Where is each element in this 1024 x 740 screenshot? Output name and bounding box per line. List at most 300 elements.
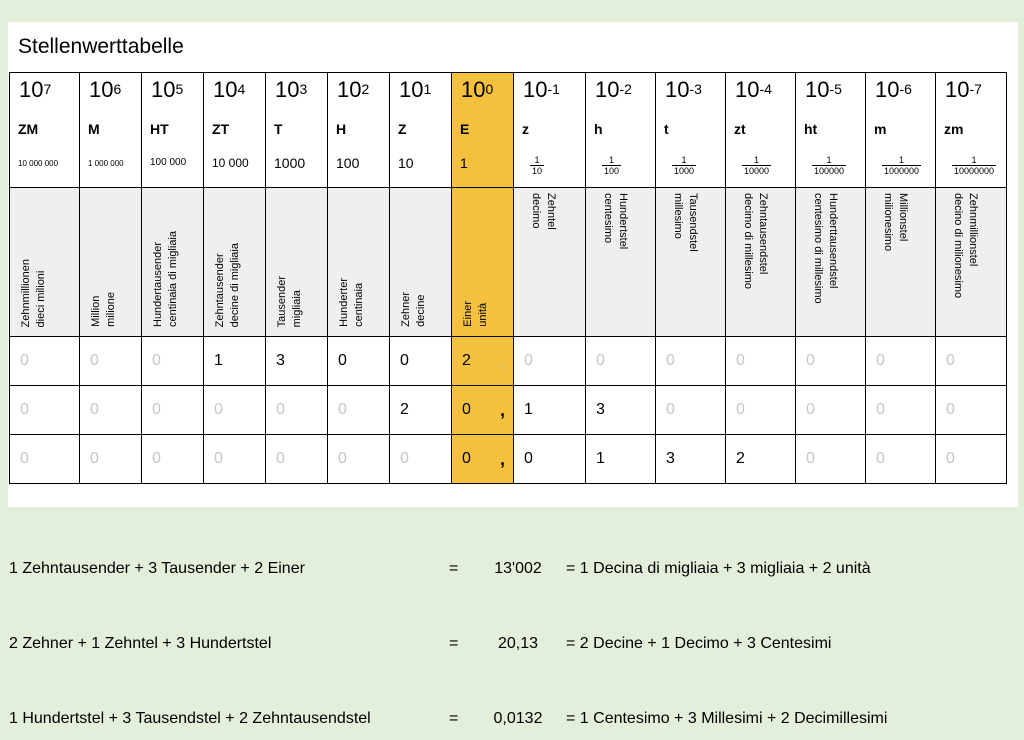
power-cell	[266, 73, 328, 110]
digit: 0	[876, 401, 885, 418]
power-cell	[936, 73, 1007, 110]
power-base: 10	[805, 77, 830, 102]
equation-german: 1 Hundertstel + 3 Tausendstel + 2 Zehntausendstel	[9, 710, 371, 727]
digit: 0	[596, 352, 605, 369]
digit-cell-content	[656, 352, 725, 370]
power-label	[656, 73, 725, 103]
place-abbreviation: M	[88, 121, 100, 137]
power-label	[726, 73, 795, 103]
name-cell	[796, 188, 866, 337]
power-label	[266, 73, 327, 103]
digit-cell	[586, 386, 656, 435]
digit: 0	[946, 450, 955, 467]
power-cell	[726, 73, 796, 110]
digit-cell-content	[10, 352, 79, 370]
digit-cell	[10, 435, 80, 484]
power-exponent: -5	[829, 81, 842, 97]
digit-cell	[656, 337, 726, 386]
place-name-italian: dieci milioni	[35, 270, 47, 327]
power-base: 10	[875, 77, 900, 102]
power-cell	[796, 73, 866, 110]
power-label	[142, 73, 203, 103]
digit: 1	[596, 450, 605, 467]
power-cell	[514, 73, 586, 110]
digit: 0	[666, 352, 675, 369]
digit-cell	[142, 386, 204, 435]
decimal-comma: ,	[499, 399, 505, 420]
place-abbreviation: ht	[804, 121, 818, 137]
power-cell	[204, 73, 266, 110]
digit: 0	[524, 352, 533, 369]
digit-cell	[328, 337, 390, 386]
place-name-german: Zehntausender	[214, 253, 226, 327]
digit-cell-content	[80, 450, 141, 468]
digit-cell-content	[10, 401, 79, 419]
place-abbreviation: m	[874, 121, 887, 137]
table-row	[10, 386, 1007, 435]
place-abbreviation: z	[522, 121, 529, 137]
name-cell	[10, 188, 80, 337]
equation-number: 13'002	[494, 560, 542, 577]
digit: 0	[806, 401, 815, 418]
abbreviation-cell	[266, 109, 328, 143]
digit-cell	[204, 337, 266, 386]
digit: 0	[276, 450, 285, 467]
digit-cell-content	[656, 401, 725, 419]
power-base: 10	[19, 77, 44, 102]
digit-cell	[142, 337, 204, 386]
place-abbreviation: zm	[944, 121, 964, 137]
equation-german: 2 Zehner + 1 Zehntel + 3 Hundertstel	[9, 635, 272, 652]
digit-cell-content	[204, 401, 265, 419]
name-cell	[726, 188, 796, 337]
digit-cell-content	[266, 401, 327, 419]
place-value: 100	[336, 155, 360, 171]
power-label	[936, 73, 1006, 103]
place-name-german: Zehnmillionstel	[967, 193, 979, 267]
fraction-denominator: 1000000	[884, 166, 920, 176]
fraction-value	[602, 155, 621, 176]
name-cell	[586, 188, 656, 337]
value-cell	[866, 143, 936, 188]
power-label	[866, 73, 935, 103]
digit-cell	[328, 435, 390, 484]
place-name-german: Zehntel	[545, 193, 557, 230]
power-label	[10, 73, 79, 103]
place-value: 100 000	[150, 157, 187, 168]
power-label	[80, 73, 141, 103]
digit-cell	[10, 386, 80, 435]
digit-cell	[80, 386, 142, 435]
name-cell	[204, 188, 266, 337]
place-name-german: Hunderter	[338, 278, 350, 327]
name-cell	[266, 188, 328, 337]
digit-cell	[936, 337, 1007, 386]
value-cell	[80, 143, 142, 188]
digit: 0	[946, 352, 955, 369]
place-abbreviation: HT	[150, 121, 169, 137]
digit: 1	[524, 401, 533, 418]
digit: 0	[736, 352, 745, 369]
name-cell	[452, 188, 514, 337]
digit-cell	[452, 337, 514, 386]
digit: 0	[20, 352, 29, 369]
digit-cell-content	[142, 401, 203, 419]
place-value: 1	[460, 155, 468, 171]
abbreviation-cell	[586, 109, 656, 143]
abbreviation-cell	[80, 109, 142, 143]
digit: 2	[736, 450, 745, 467]
digit-cell-content	[390, 352, 451, 370]
fraction-value	[672, 155, 696, 176]
place-abbreviation: t	[664, 121, 669, 137]
equation-equals: =	[449, 635, 459, 652]
decimal-comma: ,	[499, 350, 505, 371]
digit-cell-content	[266, 352, 327, 370]
digit-cell	[80, 337, 142, 386]
place-name-german: Zehntausendstel	[757, 193, 769, 275]
table-row	[10, 435, 1007, 484]
digit-cell	[266, 337, 328, 386]
place-value: 1000	[274, 155, 306, 171]
place-name-italian: millesimo	[672, 193, 684, 239]
power-cell	[452, 73, 514, 110]
digit-cell	[390, 337, 452, 386]
power-exponent: -7	[969, 81, 982, 97]
place-name-italian: decino di milionesimo	[952, 193, 964, 299]
value-cell	[796, 143, 866, 188]
place-name-german: Tausendstel	[687, 193, 699, 252]
digit-cell	[80, 435, 142, 484]
digit: 3	[276, 352, 285, 369]
place-abbreviation: Z	[398, 121, 407, 137]
digit: 1	[214, 352, 223, 369]
value-cell	[10, 143, 80, 188]
power-exponent: 2	[361, 81, 370, 97]
digit-cell-content	[726, 450, 795, 468]
abbreviation-cell	[866, 109, 936, 143]
name-cell	[142, 188, 204, 337]
digit: 0	[152, 450, 161, 467]
place-abbreviation: ZT	[212, 121, 230, 137]
digit: 0	[736, 401, 745, 418]
digit-cell	[796, 386, 866, 435]
abbreviation-cell	[514, 109, 586, 143]
power-label	[204, 73, 265, 103]
digit-cell	[936, 435, 1007, 484]
table-row	[10, 337, 1007, 386]
digit-cell	[266, 386, 328, 435]
digit-cell-content	[514, 352, 585, 370]
place-value: 10 000 000	[18, 159, 59, 168]
name-cell	[514, 188, 586, 337]
value-cell	[266, 143, 328, 188]
digit-cell	[266, 435, 328, 484]
digit-cell-content	[936, 352, 1006, 370]
digit-cell-content	[204, 352, 265, 370]
equation-italian: = 2 Decine + 1 Decimo + 3 Centesimi	[566, 635, 832, 652]
fraction-numerator: 1	[971, 155, 977, 165]
fraction-denominator: 100000	[814, 166, 845, 176]
power-label	[586, 73, 655, 103]
fraction-numerator: 1	[534, 155, 540, 165]
place-abbreviation: E	[460, 121, 470, 137]
power-cell	[80, 73, 142, 110]
digit: 0	[20, 401, 29, 418]
digit-cell-content	[796, 450, 865, 468]
digit: 0	[462, 450, 471, 467]
digit-cell	[204, 435, 266, 484]
power-base: 10	[399, 77, 424, 102]
digit: 0	[90, 401, 99, 418]
power-cell	[586, 73, 656, 110]
digit-cell-content	[514, 401, 585, 419]
digit-cell-content	[390, 450, 451, 468]
digit-cell-content	[204, 450, 265, 468]
name-cell	[328, 188, 390, 337]
digit-cell	[390, 435, 452, 484]
digit-cell	[796, 435, 866, 484]
digit-cell	[514, 337, 586, 386]
digit: 0	[214, 401, 223, 418]
place-name-german: Zehnmillionen	[20, 258, 32, 327]
value-cell	[452, 143, 514, 188]
value-cell	[142, 143, 204, 188]
value-cell	[390, 143, 452, 188]
digit-cell	[866, 337, 936, 386]
digit-cell-content	[726, 352, 795, 370]
name-cell	[656, 188, 726, 337]
digit-cell-content	[266, 450, 327, 468]
power-base: 10	[275, 77, 300, 102]
abbreviation-cell	[204, 109, 266, 143]
digit-cell	[204, 386, 266, 435]
equation-equals: =	[449, 710, 459, 727]
power-base: 10	[595, 77, 620, 102]
place-abbreviation: ZM	[18, 121, 39, 137]
digit-cell-content	[656, 450, 725, 468]
digit: 0	[276, 401, 285, 418]
power-base: 10	[213, 77, 238, 102]
digit: 0	[946, 401, 955, 418]
digit-cell	[452, 435, 514, 484]
digit-cell-content	[586, 450, 655, 468]
value-cell	[586, 143, 656, 188]
power-exponent: 3	[299, 81, 308, 97]
digit-cell-content	[586, 401, 655, 419]
fraction-numerator: 1	[899, 155, 905, 165]
digit: 0	[400, 352, 409, 369]
digit-cell-content	[866, 450, 935, 468]
power-label	[514, 73, 585, 103]
place-name-german: Millionstel	[897, 193, 909, 242]
power-cell	[390, 73, 452, 110]
fraction-denominator: 10000000	[954, 166, 995, 176]
place-value: 10	[398, 155, 414, 171]
digit-cell-content	[796, 352, 865, 370]
value-cell	[328, 143, 390, 188]
digit: 0	[876, 450, 885, 467]
digit: 3	[596, 401, 605, 418]
power-exponent: 5	[175, 81, 184, 97]
fraction-value	[530, 155, 544, 176]
digit-cell	[726, 337, 796, 386]
fraction-value	[952, 155, 996, 176]
digit-cell	[390, 386, 452, 435]
fraction-denominator: 10	[532, 166, 543, 176]
power-exponent: -3	[689, 81, 702, 97]
digit-cell-content	[142, 352, 203, 370]
power-label	[390, 73, 451, 103]
digit: 0	[524, 450, 533, 467]
digit-cell	[936, 386, 1007, 435]
power-base: 10	[151, 77, 176, 102]
power-cell	[328, 73, 390, 110]
digit: 2	[400, 401, 409, 418]
power-cell	[10, 73, 80, 110]
place-name-italian: centinaia di migliaia	[167, 231, 179, 327]
place-name-german: Einer	[462, 301, 474, 327]
abbreviation-row	[10, 109, 1007, 143]
digit-cell	[586, 435, 656, 484]
value-cell	[726, 143, 796, 188]
digit: 0	[214, 450, 223, 467]
digit: 3	[666, 450, 675, 467]
fraction-numerator: 1	[681, 155, 687, 165]
name-cell	[936, 188, 1007, 337]
digit-cell-content	[452, 449, 513, 470]
digit: 0	[338, 401, 347, 418]
power-label	[796, 73, 865, 103]
equation-number: 0,0132	[493, 710, 543, 727]
digit-cell-content	[80, 352, 141, 370]
digit: 0	[462, 401, 471, 418]
equation-number: 20,13	[497, 635, 539, 652]
decimal-comma: ,	[499, 448, 505, 469]
fraction-denominator: 1000	[674, 166, 695, 176]
digit-cell-content	[142, 450, 203, 468]
digit-cell	[452, 386, 514, 435]
digit: 0	[338, 450, 347, 467]
digit: 0	[152, 352, 161, 369]
digit-cell-content	[514, 450, 585, 468]
place-name-italian: decimo di millesimo	[742, 193, 754, 289]
fraction-denominator: 100	[604, 166, 620, 176]
abbreviation-cell	[390, 109, 452, 143]
fraction-value	[882, 155, 921, 176]
digit-cell-content	[390, 401, 451, 419]
equation-italian: = 1 Decina di migliaia + 3 migliaia + 2 unità	[566, 560, 871, 577]
digit-cell	[328, 386, 390, 435]
power-base: 10	[735, 77, 760, 102]
power-exponent: -1	[547, 81, 560, 97]
power-base: 10	[945, 77, 970, 102]
place-abbreviation: T	[274, 121, 283, 137]
digit: 0	[666, 401, 675, 418]
place-name-german: Hundertstel	[617, 193, 629, 250]
place-abbreviation: H	[336, 121, 347, 137]
fraction-numerator: 1	[609, 155, 615, 165]
digit: 0	[806, 450, 815, 467]
place-name-italian: decine	[415, 294, 427, 327]
name-cell	[80, 188, 142, 337]
digit-cell	[656, 386, 726, 435]
power-cell	[142, 73, 204, 110]
place-abbreviation: h	[594, 121, 603, 137]
power-base: 10	[89, 77, 114, 102]
digit-cell-content	[452, 351, 513, 372]
place-name-italian: centesimo di millesimo	[812, 193, 824, 304]
place-name-italian: migliaia	[291, 289, 303, 327]
digit: 0	[90, 352, 99, 369]
fraction-numerator: 1	[826, 155, 832, 165]
abbreviation-cell	[142, 109, 204, 143]
power-exponent: 6	[113, 81, 122, 97]
place-name-italian: centesimo	[602, 193, 614, 244]
digit-cell	[514, 386, 586, 435]
abbreviation-cell	[328, 109, 390, 143]
abbreviation-cell	[10, 109, 80, 143]
name-row	[10, 188, 1007, 337]
fraction-denominator: 10000	[744, 166, 770, 176]
power-exponent: -6	[899, 81, 912, 97]
value-row	[10, 143, 1007, 188]
power-exponent: -4	[759, 81, 772, 97]
abbreviation-cell	[796, 109, 866, 143]
digit: 0	[20, 450, 29, 467]
place-value: 10 000	[212, 156, 249, 170]
value-cell	[514, 143, 586, 188]
place-name-italian: decimo	[530, 193, 542, 229]
digit-cell-content	[586, 352, 655, 370]
digit-cell	[656, 435, 726, 484]
place-name-german: Hunderttausendstel	[827, 193, 839, 289]
name-cell	[866, 188, 936, 337]
digit: 0	[152, 401, 161, 418]
place-name-german: Million	[90, 295, 102, 327]
digit-cell-content	[866, 352, 935, 370]
power-cell	[656, 73, 726, 110]
abbreviation-cell	[452, 109, 514, 143]
place-abbreviation: zt	[734, 121, 746, 137]
power-label	[328, 73, 389, 103]
power-base: 10	[461, 77, 486, 102]
digit-cell	[10, 337, 80, 386]
digit: 2	[462, 352, 471, 369]
equation-german: 1 Zehntausender + 3 Tausender + 2 Einer	[9, 560, 305, 577]
value-cell	[936, 143, 1007, 188]
fraction-value	[812, 155, 846, 176]
power-base: 10	[337, 77, 362, 102]
place-value-table	[9, 72, 1007, 484]
digit-cell	[866, 386, 936, 435]
fraction-numerator: 1	[754, 155, 760, 165]
digit-cell	[514, 435, 586, 484]
abbreviation-cell	[726, 109, 796, 143]
digit-cell-content	[328, 352, 389, 370]
place-value: 1 000 000	[88, 159, 124, 168]
digit: 0	[806, 352, 815, 369]
abbreviation-cell	[936, 109, 1007, 143]
digit: 0	[90, 450, 99, 467]
fraction-value	[742, 155, 771, 176]
abbreviation-cell	[656, 109, 726, 143]
digit-cell	[142, 435, 204, 484]
place-name-german: Zehner	[400, 292, 412, 327]
page-title: Stellenwerttabelle	[18, 35, 184, 58]
power-base: 10	[523, 77, 548, 102]
place-name-german: Tausender	[276, 275, 288, 327]
